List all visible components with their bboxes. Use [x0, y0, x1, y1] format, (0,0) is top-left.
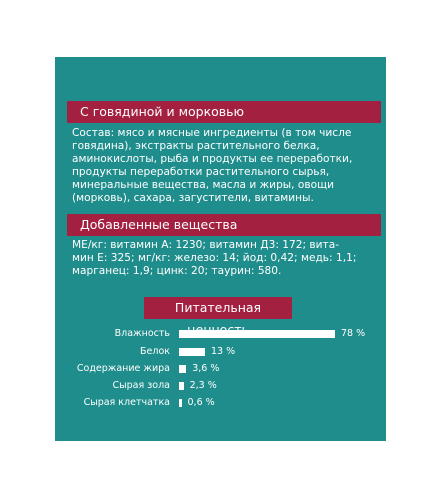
nutrition-label: Белок — [140, 346, 170, 357]
additives-text: МЕ/кг: витамин А: 1230; витамин Д3: 172; вита- мин Е: 325; мг/кг: железо: 14; йод: 0,42; медь: 1,1; марганец: 1,9; цинк: 20; таурин: 580. — [72, 239, 357, 277]
nutrition-label: Влажность — [114, 328, 170, 339]
nutrition-label: Сырая клетчатка — [83, 397, 170, 408]
nutrition-value: 0,6 % — [187, 397, 215, 408]
nutrition-value: 2,3 % — [189, 380, 217, 391]
section-title-additives: Добавленные вещества — [67, 214, 381, 236]
nutrition-row — [55, 327, 386, 341]
nutrition-value: 13 % — [211, 346, 236, 357]
nutrition-bar — [179, 365, 186, 373]
nutrition-bar — [179, 330, 335, 338]
section-title-nutrition: Питательная — [144, 297, 292, 319]
section-title-beef-carrot: С говядиной и морковью — [67, 101, 381, 123]
nutrition-row — [55, 379, 386, 393]
nutrition-label: Сырая зола — [112, 380, 170, 391]
nutrition-label: Содержание жира — [76, 363, 170, 374]
nutrition-bar — [179, 399, 182, 407]
nutrition-row — [55, 362, 386, 376]
product-info-panel — [55, 57, 386, 441]
nutrition-row — [55, 396, 386, 410]
nutrition-value: 78 % — [341, 328, 366, 339]
composition-text: Состав: мясо и мясные ингредиенты (в том числе говядина), экстракты растительного белка, аминокислоты, рыба и продукты ее переработки, продукты переработки растительного сырья, минеральные вещества, масла и жиры, овощи (морковь), сахара, загустители, витамины. — [72, 127, 353, 204]
nutrition-value: 3,6 % — [192, 363, 220, 374]
nutrition-bar — [179, 348, 205, 356]
nutrition-row — [55, 345, 386, 359]
nutrition-bar — [179, 382, 184, 390]
